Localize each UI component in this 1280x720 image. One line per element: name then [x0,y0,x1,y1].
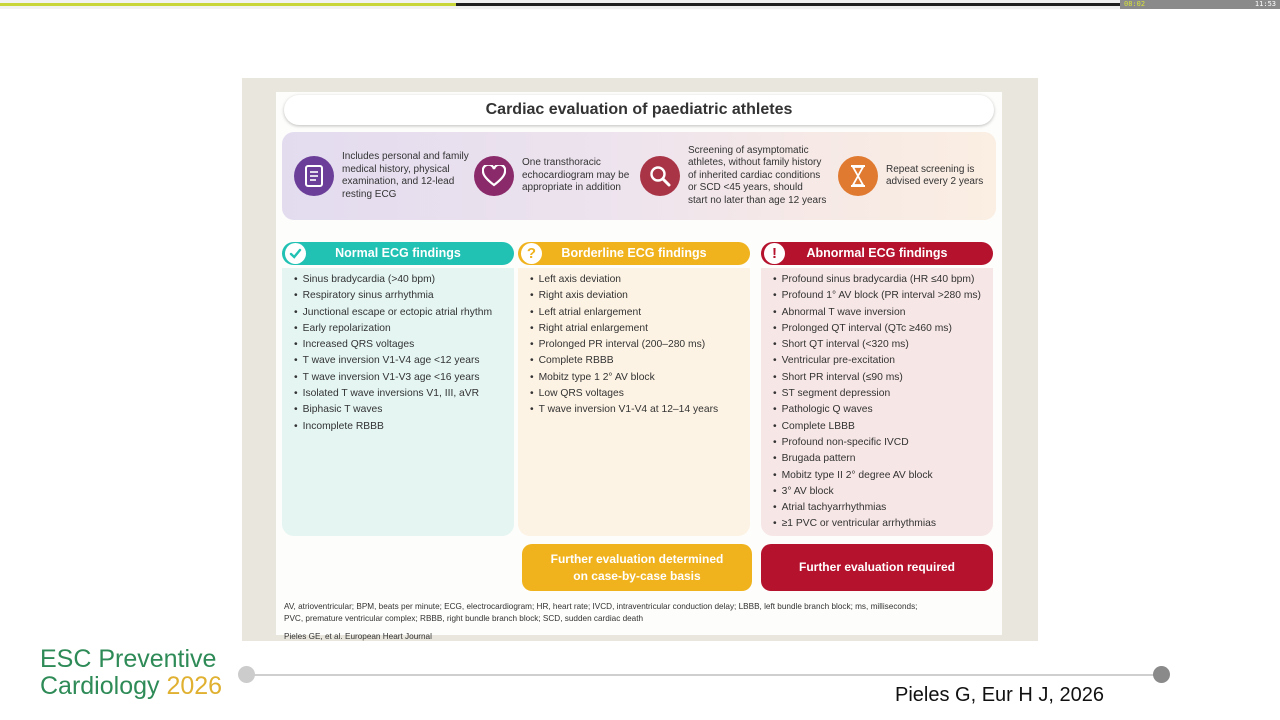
intro-text-echo: One transthoracic echocardiogram may be appropriate in addition [522,157,630,194]
list-item: • Isolated T wave inversions V1, III, aVR [294,386,514,402]
intro-item-screening [640,132,836,220]
slide-timeline [246,674,1162,676]
list-item: • Abnormal T wave inversion [773,305,993,321]
list-item: • Complete LBBB [773,419,993,435]
abnormal-evaluation-box: Further evaluation required [761,544,993,591]
check-icon [285,243,306,264]
normal-ecg-header: Normal ECG findings [282,242,514,265]
list-item: • Early repolarization [294,321,514,337]
abnormal-ecg-header: ! Abnormal ECG findings [761,242,993,265]
intro-text-screening: Screening of asymptomatic athletes, without family history of inherited cardiac conditions or SCD <45 years, should start no later than age 12 years [688,144,827,206]
list-item: • Profound non-specific IVCD [773,435,993,451]
list-item: • Prolonged PR interval (200–280 ms) [530,337,750,353]
list-item: • Biphasic T waves [294,402,514,418]
list-item: • Right atrial enlargement [530,321,750,337]
intro-text-history: Includes personal and family medical history, physical examination, and 12-lead resting ECG [342,151,469,200]
list-item: • Left axis deviation [530,272,750,288]
list-item: • T wave inversion V1-V3 age <16 years [294,370,514,386]
list-item: • Right axis deviation [530,288,750,304]
reference-text: Pieles G, Eur H J, 2026 [895,684,1104,706]
list-item: • Profound 1° AV block (PR interval >280 ms) [773,288,993,304]
borderline-ecg-list [518,268,750,536]
list-item: • T wave inversion V1-V4 age <12 years [294,353,514,369]
figure-footnote: AV, atrioventricular; BPM, beats per minute; ECG, electrocardiogram; HR, heart rate; IVCD, intraventricular conduction delay; LBBB, left bundle branch block; ms, milliseconds; PVC, premature ventricular complex; RBBB, right bundle branch block; SCD, sudden cardiac death [284,602,918,623]
list-item: • Low QRS voltages [530,386,750,402]
elapsed-time: 08:02 [1120,0,1190,9]
timeline-end-dot [1153,666,1170,683]
list-item: • Left atrial enlargement [530,305,750,321]
list-item: • Prolonged QT interval (QTc ≥460 ms) [773,321,993,337]
list-item: • Incomplete RBBB [294,419,514,435]
list-item: • ≥1 PVC or ventricular arrhythmias [773,516,993,532]
total-time: 11:53 [1190,0,1280,9]
list-item: • Respiratory sinus arrhythmia [294,288,514,304]
list-item: • Brugada pattern [773,451,993,467]
esc-logo: ESC Preventive Cardiology 2026 [40,645,223,700]
list-item: • Ventricular pre-excitation [773,353,993,369]
list-item: • Atrial tachyarrhythmias [773,500,993,516]
magnifier-icon [640,156,680,196]
list-item: • Short QT interval (<320 ms) [773,337,993,353]
intro-text-repeat: Repeat screening is advised every 2 years [886,163,984,187]
list-item: • Pathologic Q waves [773,402,993,418]
progress-fill [0,3,456,6]
list-item: • Increased QRS voltages [294,337,514,353]
list-item: • Junctional escape or ectopic atrial rhythm [294,305,514,321]
list-item: • Short PR interval (≤90 ms) [773,370,993,386]
borderline-evaluation-box: Further evaluation determined on case-by-case basis [522,544,752,591]
list-item: • ST segment depression [773,386,993,402]
abnormal-ecg-list [761,268,993,536]
list-item: • Sinus bradycardia (>40 bpm) [294,272,514,288]
intro-item-history [294,132,474,220]
borderline-ecg-header: ? Borderline ECG findings [518,242,750,265]
list-item: • T wave inversion V1-V4 at 12–14 years [530,402,750,418]
slide-image [242,78,1038,641]
list-item: • Profound sinus bradycardia (HR ≤40 bpm) [773,272,993,288]
intro-item-echo [474,132,640,220]
video-progress-bar[interactable] [0,0,1280,9]
list-item: • 3° AV block [773,484,993,500]
timeline-start-dot [238,666,255,683]
exclamation-icon: ! [764,243,785,264]
figure-title: Cardiac evaluation of paediatric athletes [284,95,994,125]
document-icon [294,156,334,196]
list-item: • Mobitz type 1 2° AV block [530,370,750,386]
normal-ecg-list [282,268,514,536]
intro-banner [282,132,996,220]
figure-citation: Pieles GE, et al. European Heart Journal [284,632,432,641]
list-item: • Complete RBBB [530,353,750,369]
heart-icon [474,156,514,196]
hourglass-icon [838,156,878,196]
list-item: • Mobitz type II 2° degree AV block [773,468,993,484]
question-icon: ? [521,243,542,264]
figure-panel [276,92,1002,641]
intro-item-repeat [838,132,992,220]
